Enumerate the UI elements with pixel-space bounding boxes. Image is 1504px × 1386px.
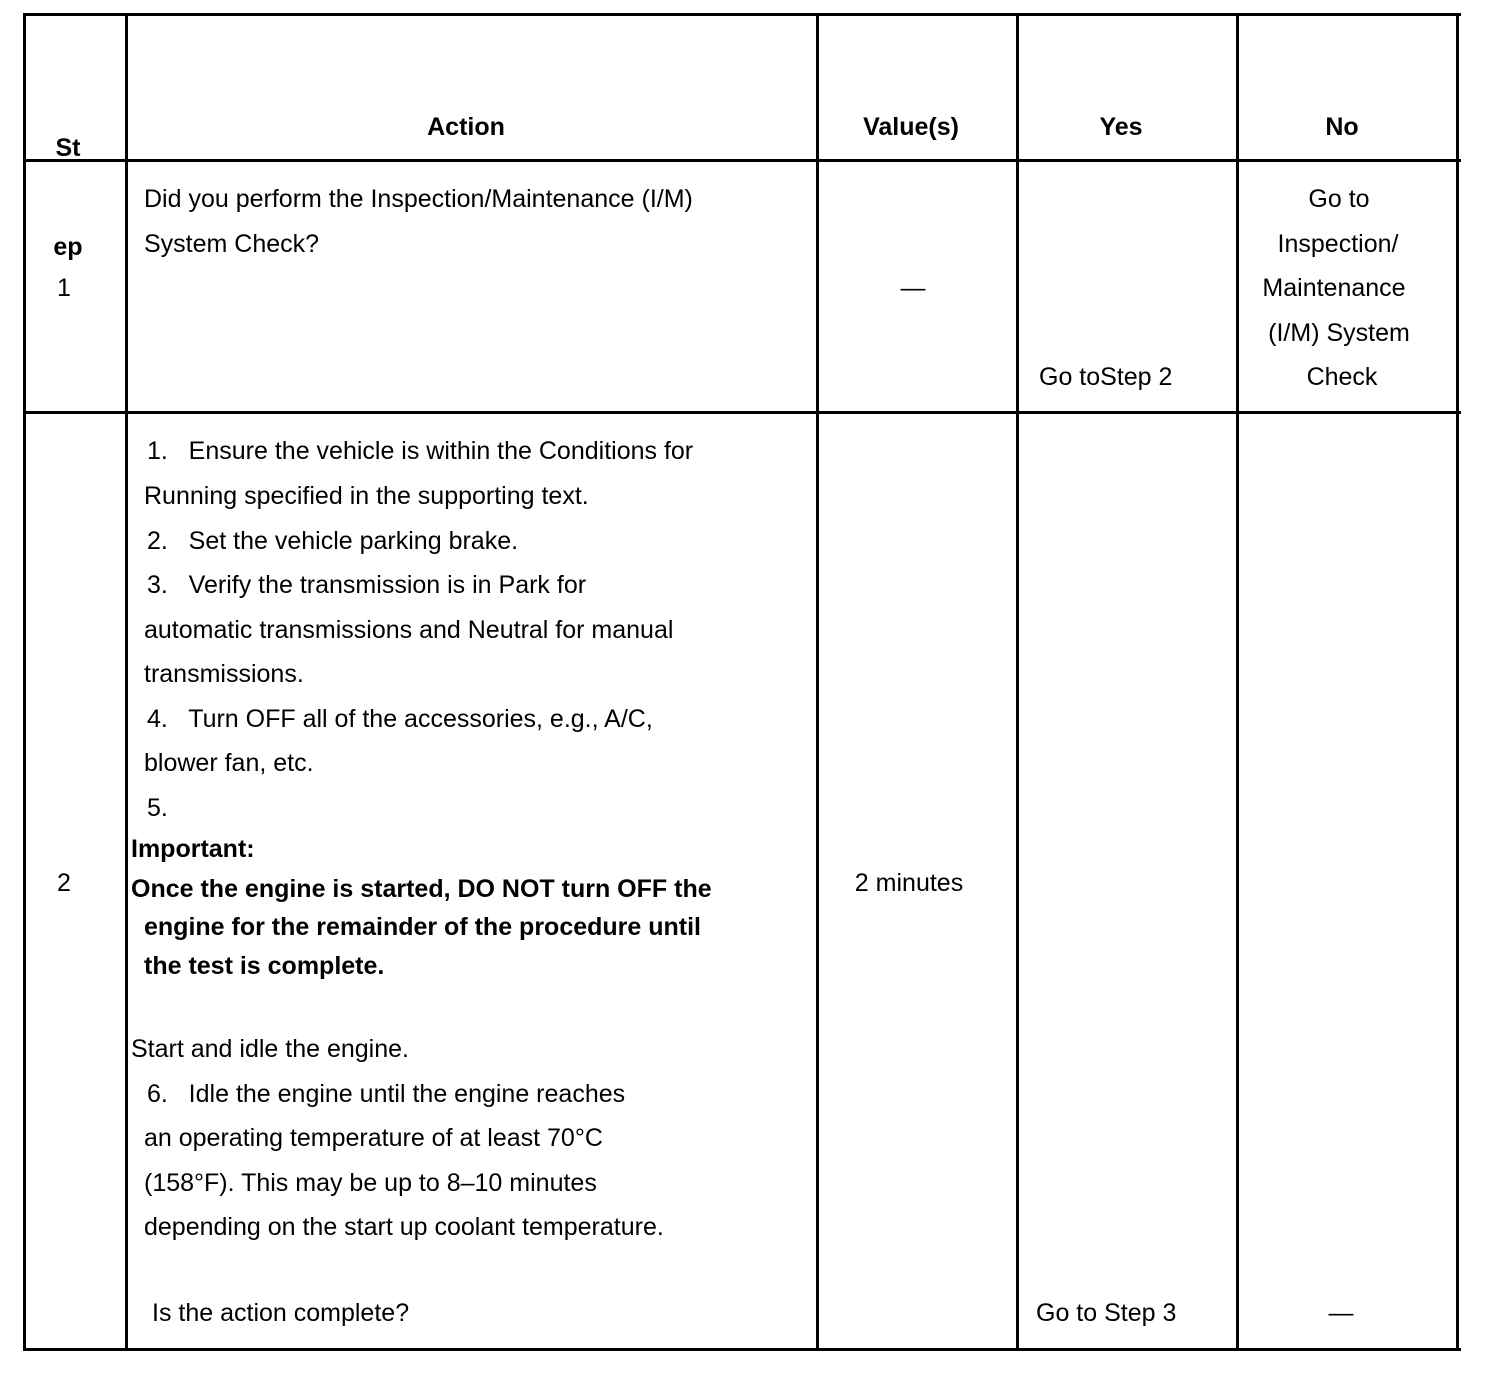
header-divider: [23, 159, 1461, 162]
table-border-right: [1456, 13, 1459, 1351]
column-divider: [125, 13, 128, 1351]
row2-action-line: Running specified in the supporting text.: [144, 482, 589, 510]
row2-start-line: Start and idle the engine.: [131, 1035, 409, 1063]
row1-value: —: [900, 274, 926, 302]
row2-action-line: 3. Verify the transmission is in Park for: [147, 571, 587, 599]
row-divider: [23, 411, 1461, 414]
header-values: Value(s): [863, 113, 959, 141]
header-no: No: [1325, 113, 1359, 141]
row2-action-line: an operating temperature of at least 70°C: [144, 1124, 603, 1152]
row1-no-line: Check: [1306, 363, 1378, 391]
row2-action-line: 1. Ensure the vehicle is within the Conditions for: [147, 437, 694, 465]
row1-no-line: Go to: [1308, 185, 1370, 213]
column-divider: [1016, 13, 1019, 1351]
important-line: Once the engine is started, DO NOT turn OFF the: [131, 875, 712, 903]
column-divider: [1236, 13, 1239, 1351]
row2-yes-link[interactable]: Go to Step 3: [1036, 1299, 1177, 1327]
important-line: the test is complete.: [144, 952, 385, 980]
header-yes: Yes: [1099, 113, 1143, 141]
table-border-bottom: [23, 1348, 1461, 1351]
row1-no-line: Inspection/: [1277, 230, 1399, 258]
header-step-line: ep: [53, 233, 83, 261]
row2-action-line: 2. Set the vehicle parking brake.: [147, 527, 519, 555]
row2-action-line: 5.: [147, 794, 168, 822]
row2-action-line: (158°F). This may be up to 8–10 minutes: [144, 1169, 597, 1197]
row2-question: Is the action complete?: [152, 1299, 410, 1327]
row2-action-line: blower fan, etc.: [144, 749, 314, 777]
row1-no-line: Maintenance: [1262, 274, 1406, 302]
row2-no: —: [1328, 1299, 1354, 1327]
column-divider: [816, 13, 819, 1351]
row1-step: 1: [57, 274, 71, 302]
header-step-line: St: [55, 134, 81, 162]
row2-value: 2 minutes: [854, 869, 964, 897]
row2-action-line: automatic transmissions and Neutral for manual: [144, 616, 674, 644]
important-line: engine for the remainder of the procedure until: [144, 913, 702, 941]
table-border-top: [23, 13, 1461, 16]
row1-action-line: System Check?: [144, 230, 320, 258]
row2-action-line: transmissions.: [144, 660, 304, 688]
row2-action-line: 4. Turn OFF all of the accessories, e.g., A/C,: [147, 705, 653, 733]
row2-step: 2: [57, 869, 71, 897]
important-label: Important:: [131, 835, 255, 863]
row1-no-line: (I/M) System: [1268, 319, 1410, 347]
table-border-left: [23, 13, 26, 1351]
row2-action-line: depending on the start up coolant temperature.: [144, 1213, 664, 1241]
row1-yes-link[interactable]: Go toStep 2: [1039, 363, 1173, 391]
row1-action-line: Did you perform the Inspection/Maintenance (I/M): [144, 185, 693, 213]
header-action: Action: [427, 113, 505, 141]
row2-action-line: 6. Idle the engine until the engine reaches: [147, 1080, 626, 1108]
